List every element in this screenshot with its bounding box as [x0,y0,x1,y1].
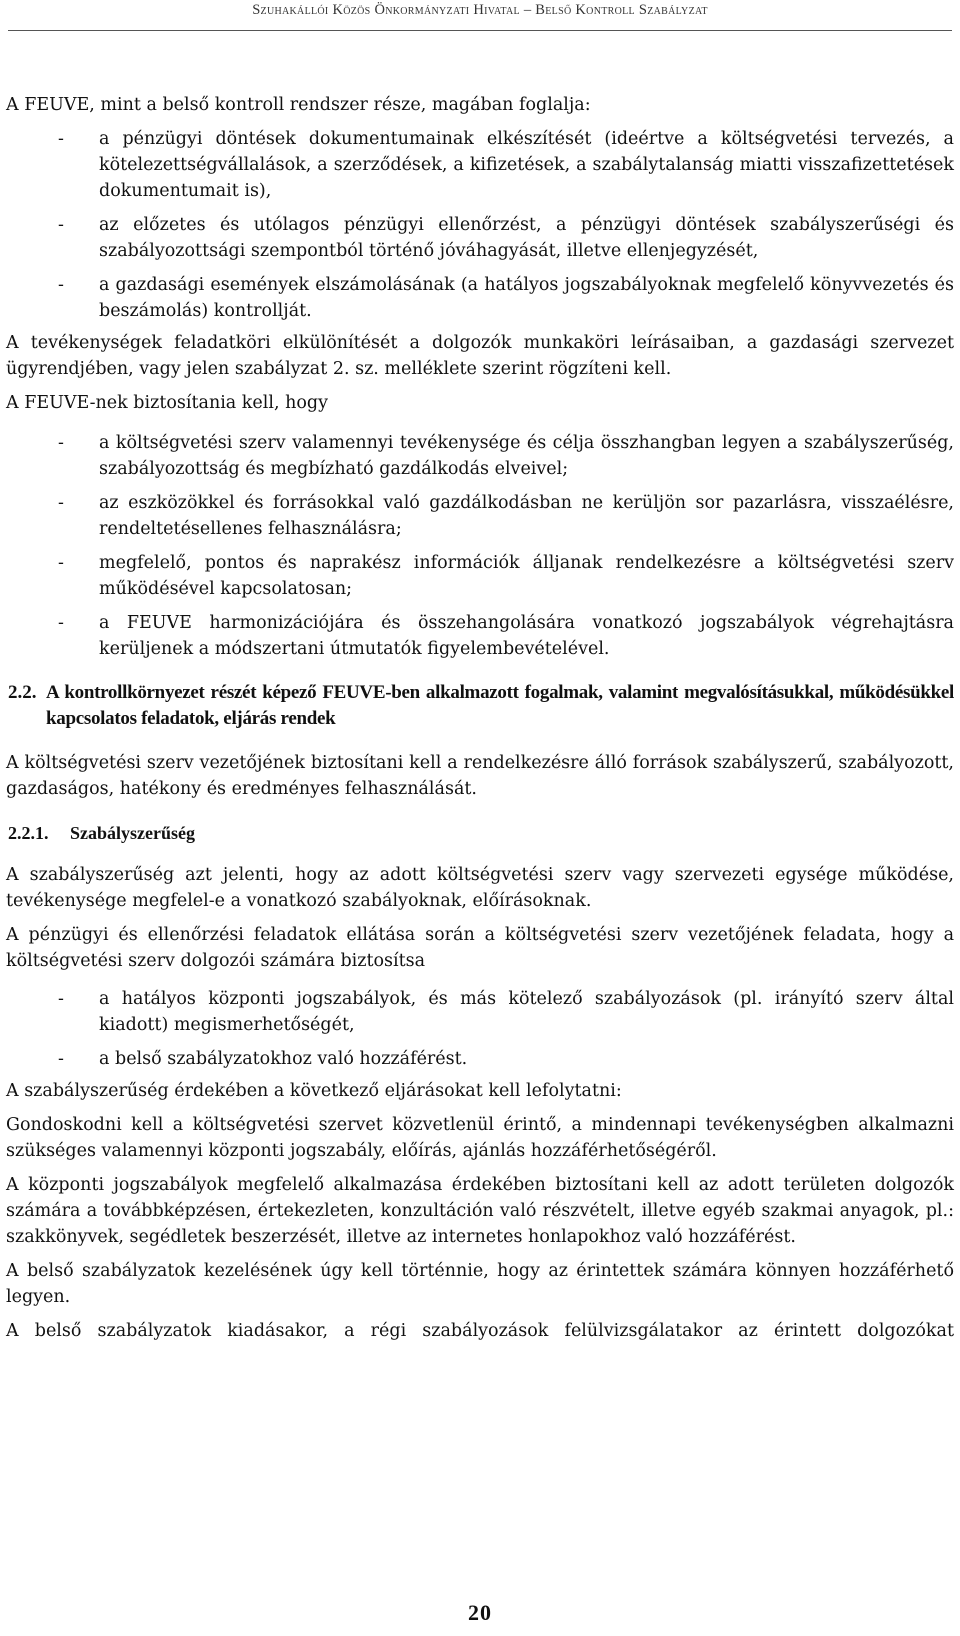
dash-bullet: - [58,553,64,573]
list-item: - megfelelő, pontos és naprakész információk álljanak rendelkezésre a költségvetési szerv működésével kapcsolatosan; [6,550,954,602]
section-number: 2.2. [8,682,37,703]
paragraph: A költségvetési szerv vezetőjének biztosítani kell a rendelkezésre álló források szabályszerű, szabályozott, gazdaságos, hatékony és eredményes felhasználását. [6,753,954,799]
subsection-title: Szabályszerűség [70,823,195,843]
paragraph: Gondoskodni kell a költségvetési szervet közvetlenül érintő, a mindennapi tevékenységben alkalmazni szükséges valamennyi központi jogszabály, előírás, ajánlás hozzáférhetőségéről. [6,1115,954,1161]
paragraph: A belső szabályzatok kezelésének úgy kell történnie, hogy az érintettek számára könnyen hozzáférhető legyen. [6,1261,954,1307]
list-item: - a belső szabályzatokhoz való hozzáférést. [6,1046,954,1072]
paragraph: A tevékenységek feladatköri elkülönítését a dolgozók munkaköri leírásaiban, a gazdasági szervezet ügyrendjében, vagy jelen szabályzat 2. sz. melléklete szerint rögzíteni kell. [6,333,954,379]
paragraph: A FEUVE-nek biztosítania kell, hogy [6,393,328,413]
subsection-heading [6,820,954,846]
feuve-components-list [6,126,954,324]
list-item: - az eszközökkel és forrásokkal való gazdálkodásban ne kerüljön sor pazarlásra, visszaélésre, rendeltetésellenes felhasználásra; [6,490,954,542]
feuve-requirements-list [6,430,954,662]
list-item: - a költségvetési szerv valamennyi tevékenysége és célja összhangban legyen a szabályszerűség, szabályozottság és megbízható gazdálkodás elveivel; [6,430,954,482]
list-item: - a gazdasági események elszámolásának (a hatályos jogszabályoknak megfelelő könyvvezetés és beszámolás) kontrollját. [6,272,954,324]
paragraph: A szabályszerűség azt jelenti, hogy az adott költségvetési szerv vagy szervezeti egysége működése, tevékenysége megfelel-e a vonatkozó szabályoknak, előírásoknak. [6,865,954,911]
dash-bullet: - [58,613,64,633]
paragraph: A pénzügyi és ellenőrzési feladatok ellátása során a költségvetési szerv vezetőjének feladata, hogy a költségvetési szerv dolgozói számára biztosítsa [6,925,954,971]
section-heading [6,680,954,732]
dash-bullet: - [58,275,64,295]
list-item: - a pénzügyi döntések dokumentumainak elkészítését (ideértve a költségvetési tervezés, a kötelezettségvállalások, a szerződések, a kifizetések, a szabálytalanság miatti visszafizettetések dokumentumait is), [6,126,954,204]
running-header: Szuhakállói Közös Önkormányzati Hivatal – Belső Kontroll Szabályzat [252,2,708,18]
dash-bullet: - [58,1049,64,1069]
paragraph: A belső szabályzatok kiadásakor, a régi szabályozások felülvizsgálatakor az érintett dolgozókat [6,1321,954,1341]
access-list [6,986,954,1072]
dash-bullet: - [58,129,64,149]
dash-bullet: - [58,989,64,1009]
list-item: - az előzetes és utólagos pénzügyi ellenőrzést, a pénzügyi döntések szabályszerűségi és szabályozottsági szempontból történő jóváhagyását, illetve ellenjegyzését, [6,212,954,264]
page-content [6,92,954,1352]
subsection-number: 2.2.1. [8,823,49,843]
header-rule [8,30,952,31]
paragraph: A szabályszerűség érdekében a következő eljárásokat kell lefolytatni: [6,1081,622,1101]
dash-bullet: - [58,215,64,235]
dash-bullet: - [58,433,64,453]
list-item: - a hatályos központi jogszabályok, és más kötelező szabályozások (pl. irányító szerv által kiadott) megismerhetőségét, [6,986,954,1038]
list-item: - a FEUVE harmonizációjára és összehangolására vonatkozó jogszabályok végrehajtásra kerüljenek a módszertani útmutatók figyelembevételével. [6,610,954,662]
dash-bullet: - [58,493,64,513]
page-number: 20 [468,1600,492,1625]
section-title: A kontrollkörnyezet részét képező FEUVE-ben alkalmazott fogalmak, valamint megvalósításukkal, működésükkel kapcsolatos feladatok, eljárás rendek [46,682,954,729]
paragraph: A központi jogszabályok megfelelő alkalmazása érdekében biztosítani kell az adott területen dolgozók számára a továbbképzésen, értekezleten, konzultáción való részvételt, illetve egyéb szakmai anyagok, pl.: szakkönyvek, segédletek beszerzését, illetve az internetes honlapokhoz való hozzáférést. [6,1175,954,1247]
intro-paragraph: A FEUVE, mint a belső kontroll rendszer része, magában foglalja: [6,95,591,115]
